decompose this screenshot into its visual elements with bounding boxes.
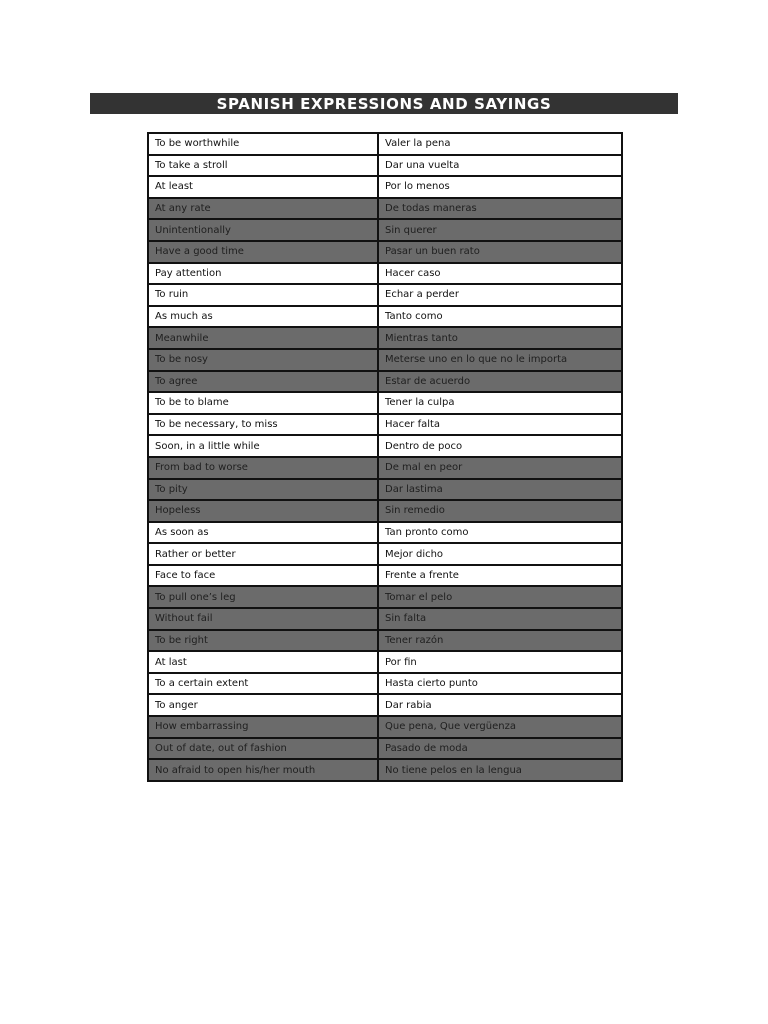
spanish-expression-cell: No tiene pelos en la lengua — [378, 759, 622, 781]
english-expression-cell: Out of date, out of fashion — [148, 738, 378, 760]
english-expression-cell: At last — [148, 651, 378, 673]
spanish-expression-cell: Mejor dicho — [378, 543, 622, 565]
english-expression-cell: Hopeless — [148, 500, 378, 522]
english-expression-cell: Have a good time — [148, 241, 378, 263]
english-expression-cell: To ruin — [148, 284, 378, 306]
table-row — [148, 522, 622, 544]
spanish-expression-cell: Dar rabia — [378, 694, 622, 716]
english-expression-cell: To pull one’s leg — [148, 586, 378, 608]
table-row — [148, 630, 622, 652]
table-row — [148, 608, 622, 630]
table-row — [148, 306, 622, 328]
table-row — [148, 392, 622, 414]
english-expression-cell: To a certain extent — [148, 673, 378, 695]
spanish-expression-cell: Dentro de poco — [378, 435, 622, 457]
table-row — [148, 651, 622, 673]
table-row — [148, 738, 622, 760]
english-expression-cell: To agree — [148, 371, 378, 393]
table-row — [148, 176, 622, 198]
spanish-expression-cell: Sin remedio — [378, 500, 622, 522]
table-row — [148, 155, 622, 177]
table-row — [148, 241, 622, 263]
english-expression-cell: At least — [148, 176, 378, 198]
spanish-expression-cell: Tan pronto como — [378, 522, 622, 544]
spanish-expression-cell: Hacer caso — [378, 263, 622, 285]
table-row — [148, 371, 622, 393]
spanish-expression-cell: Tener razón — [378, 630, 622, 652]
spanish-expression-cell: De mal en peor — [378, 457, 622, 479]
table-row — [148, 435, 622, 457]
document-title: SPANISH EXPRESSIONS AND SAYINGS — [90, 93, 678, 114]
spanish-expression-cell: Tanto como — [378, 306, 622, 328]
table-row — [148, 219, 622, 241]
spanish-expression-cell: Dar una vuelta — [378, 155, 622, 177]
table-row — [148, 198, 622, 220]
table-row — [148, 673, 622, 695]
english-expression-cell: To be nosy — [148, 349, 378, 371]
spanish-expression-cell: Hacer falta — [378, 414, 622, 436]
table-row — [148, 759, 622, 781]
spanish-expression-cell: Frente a frente — [378, 565, 622, 587]
spanish-expression-cell: Sin querer — [378, 219, 622, 241]
expressions-table-body — [148, 133, 622, 781]
english-expression-cell: Pay attention — [148, 263, 378, 285]
spanish-expression-cell: Que pena, Que vergüenza — [378, 716, 622, 738]
spanish-expression-cell: Mientras tanto — [378, 327, 622, 349]
table-row — [148, 479, 622, 501]
english-expression-cell: To anger — [148, 694, 378, 716]
expressions-table — [147, 132, 623, 782]
english-expression-cell: Unintentionally — [148, 219, 378, 241]
table-row — [148, 263, 622, 285]
english-expression-cell: Soon, in a little while — [148, 435, 378, 457]
table-row — [148, 500, 622, 522]
spanish-expression-cell: Pasar un buen rato — [378, 241, 622, 263]
english-expression-cell: Face to face — [148, 565, 378, 587]
english-expression-cell: Rather or better — [148, 543, 378, 565]
english-expression-cell: To take a stroll — [148, 155, 378, 177]
table-row — [148, 694, 622, 716]
table-row — [148, 543, 622, 565]
english-expression-cell: To be right — [148, 630, 378, 652]
english-expression-cell: To be to blame — [148, 392, 378, 414]
table-row — [148, 349, 622, 371]
english-expression-cell: From bad to worse — [148, 457, 378, 479]
english-expression-cell: As soon as — [148, 522, 378, 544]
english-expression-cell: No afraid to open his/her mouth — [148, 759, 378, 781]
spanish-expression-cell: Valer la pena — [378, 133, 622, 155]
english-expression-cell: To be necessary, to miss — [148, 414, 378, 436]
table-row — [148, 586, 622, 608]
spanish-expression-cell: Por lo menos — [378, 176, 622, 198]
table-row — [148, 327, 622, 349]
english-expression-cell: Without fail — [148, 608, 378, 630]
table-row — [148, 716, 622, 738]
spanish-expression-cell: Hasta cierto punto — [378, 673, 622, 695]
table-row — [148, 414, 622, 436]
table-row — [148, 284, 622, 306]
table-row — [148, 133, 622, 155]
spanish-expression-cell: De todas maneras — [378, 198, 622, 220]
english-expression-cell: At any rate — [148, 198, 378, 220]
english-expression-cell: To pity — [148, 479, 378, 501]
spanish-expression-cell: Tomar el pelo — [378, 586, 622, 608]
table-row — [148, 457, 622, 479]
english-expression-cell: Meanwhile — [148, 327, 378, 349]
spanish-expression-cell: Sin falta — [378, 608, 622, 630]
spanish-expression-cell: Meterse uno en lo que no le importa — [378, 349, 622, 371]
spanish-expression-cell: Por fin — [378, 651, 622, 673]
spanish-expression-cell: Tener la culpa — [378, 392, 622, 414]
english-expression-cell: To be worthwhile — [148, 133, 378, 155]
spanish-expression-cell: Dar lastima — [378, 479, 622, 501]
table-row — [148, 565, 622, 587]
english-expression-cell: As much as — [148, 306, 378, 328]
spanish-expression-cell: Echar a perder — [378, 284, 622, 306]
english-expression-cell: How embarrassing — [148, 716, 378, 738]
spanish-expression-cell: Estar de acuerdo — [378, 371, 622, 393]
spanish-expression-cell: Pasado de moda — [378, 738, 622, 760]
